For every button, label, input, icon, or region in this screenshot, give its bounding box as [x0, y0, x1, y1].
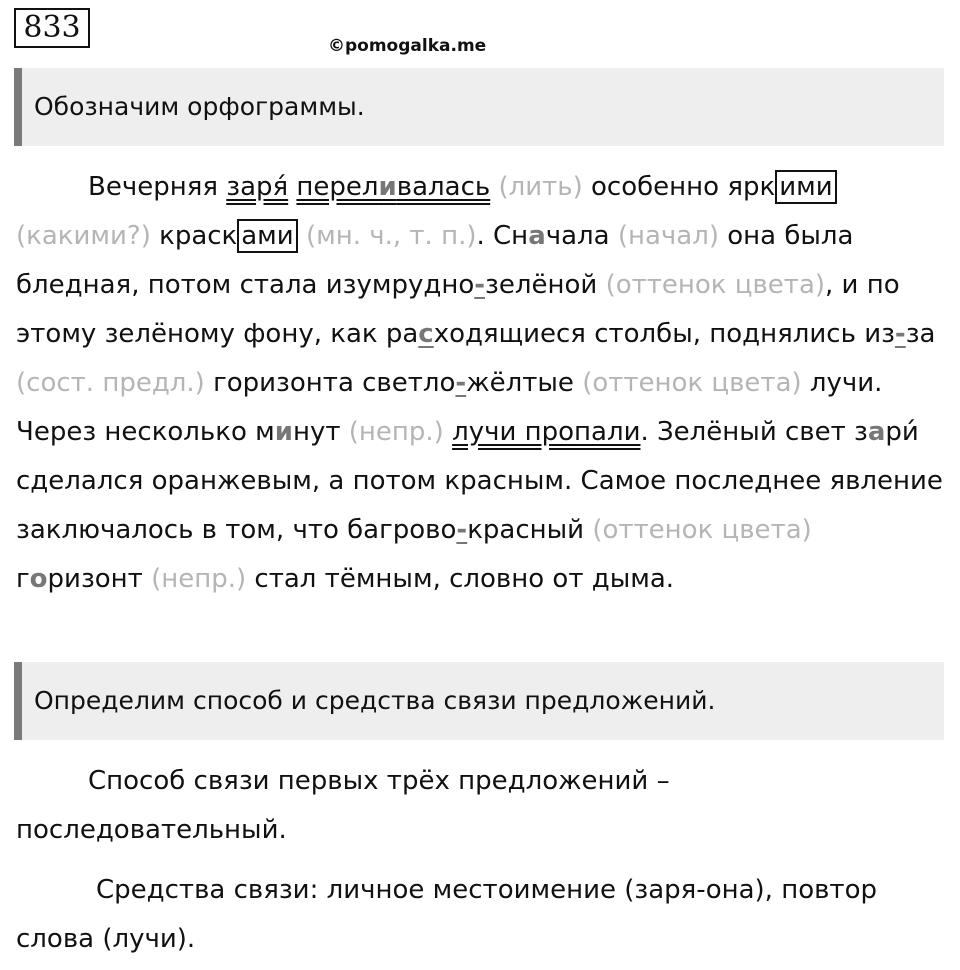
answer-method: [16, 757, 946, 855]
text-fragment: [298, 221, 306, 251]
text-fragment: ходящиеся столбы, поднялись из: [433, 319, 895, 349]
ending-box: ими: [775, 170, 836, 204]
hyphen-mark: -: [456, 515, 468, 545]
ending-box: ами: [237, 219, 297, 253]
text-fragment: ри́ сделался оранжевым, а потом красным. Самое последнее явление заключалось в том, что багрово: [16, 417, 943, 545]
vowel-mark: и: [274, 417, 293, 447]
watermark: ©pomogalka.me: [328, 36, 487, 56]
text-fragment: зелёной: [485, 270, 606, 300]
text-fragment: перел: [296, 172, 379, 202]
text-fragment: , и по этому зелёному фону, как ра: [16, 270, 900, 349]
answer-text: Средства связи: личное местоимение (заря-она), повтор слова (лучи).: [16, 875, 877, 954]
text-fragment: стал тёмным, словно от дыма.: [246, 564, 675, 594]
answer-means: [16, 866, 946, 964]
answer-text: Способ связи первых трёх предложений – последовательный.: [16, 766, 670, 845]
note: (оттенок цвета): [605, 270, 826, 300]
note: (сост. предл.): [16, 368, 205, 398]
note: (лить): [498, 172, 583, 202]
text-fragment: особенно ярк: [582, 172, 776, 202]
consonant-mark: с: [418, 319, 434, 349]
note: (какими?): [16, 221, 151, 251]
hyphen-mark: -: [455, 368, 467, 398]
text-fragment: . Зелёный свет з: [640, 417, 868, 447]
note: (мн. ч., т. п.): [305, 221, 477, 251]
note: (начал): [617, 221, 719, 251]
text-fragment: лучи. Через несколько м: [16, 368, 883, 447]
text-fragment: она была бледная, потом стала изумрудно: [16, 221, 854, 300]
grammar-basis: лучи пропали: [452, 417, 641, 447]
vowel-mark: и: [378, 172, 397, 202]
hyphen-mark: -: [894, 319, 906, 349]
subject-word: заря́: [226, 172, 289, 202]
note: (оттенок цвета): [592, 515, 812, 545]
text-fragment: краск: [150, 221, 238, 251]
note: (непр.): [151, 564, 247, 594]
main-text: [16, 163, 946, 604]
text-fragment: Вечерняя: [88, 172, 227, 202]
text-fragment: ризонт: [47, 564, 152, 594]
section-heading-orthograms: Обозначим орфограммы.: [14, 68, 944, 146]
vowel-mark: а: [528, 221, 546, 251]
text-fragment: жёлтые: [466, 368, 583, 398]
section-heading-connection: Определим способ и средства связи предложений.: [14, 662, 944, 740]
vowel-mark: о: [29, 564, 48, 594]
text-fragment: г: [16, 564, 30, 594]
text-fragment: нут: [292, 417, 349, 447]
hyphen-mark: -: [474, 270, 486, 300]
text-fragment: чала: [545, 221, 618, 251]
note: (оттенок цвета): [582, 368, 802, 398]
text-fragment: [444, 417, 452, 447]
text-fragment: . Сн: [476, 221, 529, 251]
text-fragment: красный: [467, 515, 593, 545]
text-fragment: горизонта светло: [204, 368, 456, 398]
text-fragment: валась: [396, 172, 491, 202]
predicate-word: [296, 172, 490, 202]
note: (непр.): [348, 417, 444, 447]
vowel-mark: а: [867, 417, 886, 447]
task-number: 833: [14, 8, 90, 48]
text-fragment: за: [905, 319, 936, 349]
